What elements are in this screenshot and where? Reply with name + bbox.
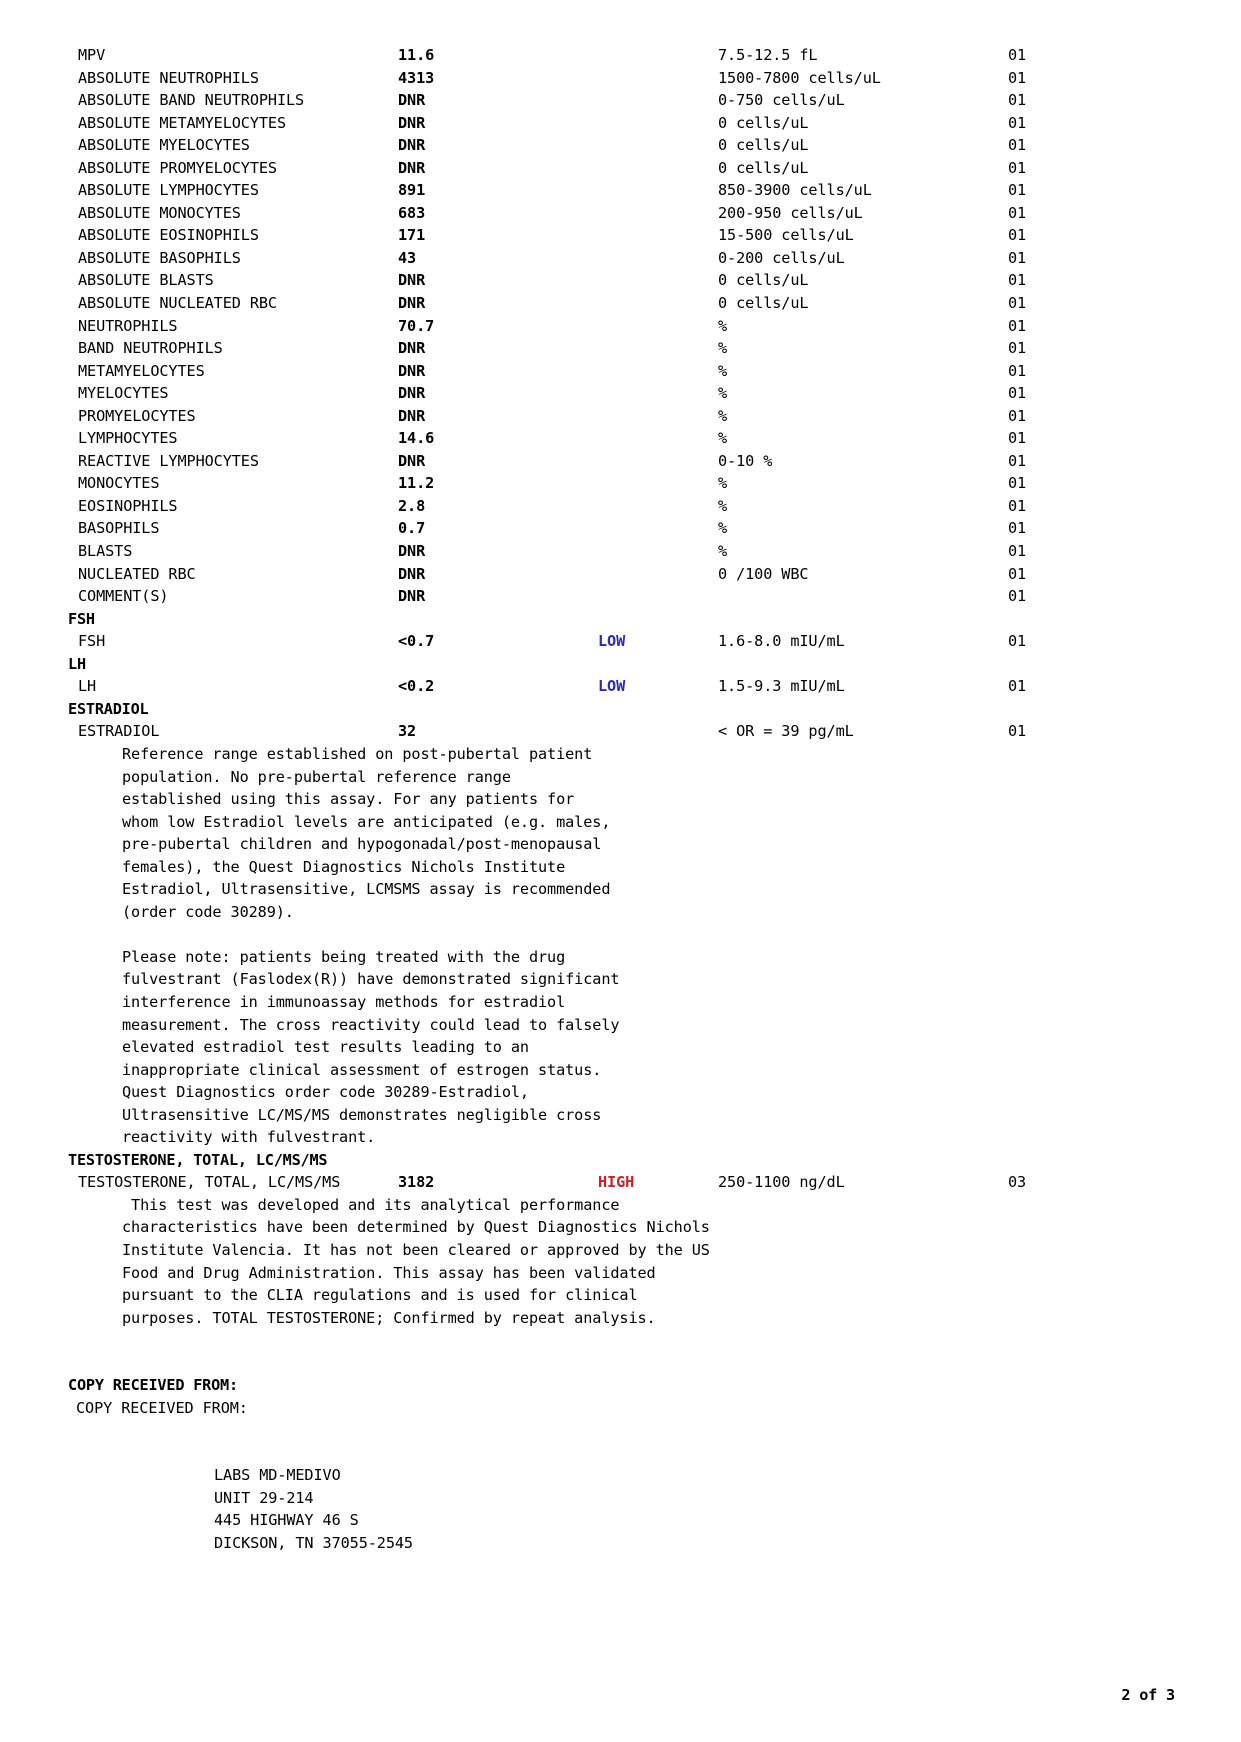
row-value: <0.7 <box>398 632 435 651</box>
table-row <box>68 360 1173 383</box>
row-site-code: 01 <box>1008 136 1027 155</box>
row-reference-range: % <box>718 474 728 493</box>
row-value: DNR <box>398 271 426 290</box>
row-label: BASOPHILS <box>78 519 160 538</box>
footer-spacer <box>68 1329 1173 1374</box>
row-reference-range: 0-750 cells/uL <box>718 91 845 110</box>
row-value: DNR <box>398 384 426 403</box>
row-site-code: 01 <box>1008 294 1027 313</box>
row-reference-range: 250-1100 ng/dL <box>718 1173 845 1192</box>
section-header-estradiol: ESTRADIOL <box>68 699 149 718</box>
row-label: BLASTS <box>78 542 133 561</box>
row-label: ABSOLUTE EOSINOPHILS <box>78 226 259 245</box>
note-line: inappropriate clinical assessment of estrogen status. <box>122 1060 602 1079</box>
row-reference-range: 850-3900 cells/uL <box>718 181 872 200</box>
note-line: measurement. The cross reactivity could lead to falsely <box>122 1015 620 1034</box>
row-value: DNR <box>398 158 426 177</box>
row-value: 891 <box>398 181 426 200</box>
row-site-code: 01 <box>1008 384 1027 403</box>
row-label: TESTOSTERONE, TOTAL, LC/MS/MS <box>78 1173 341 1192</box>
table-row <box>68 157 1173 180</box>
section-header-testosterone: TESTOSTERONE, TOTAL, LC/MS/MS <box>68 1150 328 1169</box>
row-site-code: 01 <box>1008 632 1027 651</box>
row-site-code: 01 <box>1008 316 1027 335</box>
row-reference-range: % <box>718 496 728 515</box>
row-label: MYELOCYTES <box>78 384 169 403</box>
row-reference-range: % <box>718 429 728 448</box>
row-value: DNR <box>398 542 426 561</box>
row-reference-range: 7.5-12.5 fL <box>718 46 818 64</box>
note-line: Quest Diagnostics order code 30289-Estradiol, <box>122 1083 529 1102</box>
table-row <box>68 202 1173 225</box>
table-row <box>68 427 1173 450</box>
note-line: population. No pre-pubertal reference range <box>122 767 511 786</box>
row-site-code: 01 <box>1008 361 1027 380</box>
row-site-code: 01 <box>1008 203 1027 222</box>
note-line: pre-pubertal children and hypogonadal/post-menopausal <box>122 835 602 854</box>
table-row <box>68 585 1173 608</box>
row-value: DNR <box>398 587 426 606</box>
table-row <box>68 472 1173 495</box>
note-line: (order code 30289). <box>122 902 294 921</box>
row-label: ABSOLUTE BLASTS <box>78 271 214 290</box>
address-line: DICKSON, TN 37055-2545 <box>214 1534 413 1552</box>
section-header-lh: LH <box>68 654 86 673</box>
table-row <box>68 405 1173 428</box>
row-site-code: 01 <box>1008 91 1027 110</box>
status-badge-low: LOW <box>598 632 626 651</box>
row-label: NUCLEATED RBC <box>78 564 196 583</box>
note-line: Reference range established on post-pubertal patient <box>122 744 593 763</box>
row-site-code: 01 <box>1008 339 1027 358</box>
address-spacer <box>68 1419 1173 1442</box>
row-reference-range: 1.5-9.3 mIU/mL <box>718 677 845 696</box>
row-reference-range: % <box>718 384 728 403</box>
table-row <box>68 450 1173 473</box>
row-label: BAND NEUTROPHILS <box>78 339 223 358</box>
row-site-code: 01 <box>1008 451 1027 470</box>
row-reference-range: % <box>718 339 728 358</box>
row-site-code: 01 <box>1008 542 1027 561</box>
row-value: DNR <box>398 451 426 470</box>
table-row <box>68 112 1173 135</box>
row-site-code: 01 <box>1008 474 1027 493</box>
row-value: 683 <box>398 203 426 222</box>
row-reference-range: % <box>718 316 728 335</box>
note-line: Estradiol, Ultrasensitive, LCMSMS assay is recommended <box>122 880 611 899</box>
row-value: 11.2 <box>398 474 435 493</box>
row-site-code: 01 <box>1008 519 1027 538</box>
note-line: Institute Valencia. It has not been cleared or approved by the US <box>122 1240 710 1259</box>
row-label: MONOCYTES <box>78 474 160 493</box>
row-value: 43 <box>398 248 417 267</box>
row-value: 0.7 <box>398 519 426 538</box>
report-body <box>68 44 1173 1555</box>
row-label: METAMYELOCYTES <box>78 361 205 380</box>
row-site-code: 01 <box>1008 271 1027 290</box>
row-site-code: 01 <box>1008 113 1027 132</box>
status-badge-high: HIGH <box>598 1173 635 1192</box>
note-line: Ultrasensitive LC/MS/MS demonstrates negligible cross <box>122 1105 602 1124</box>
copy-received-address <box>68 1464 1173 1554</box>
testosterone-note <box>68 1194 1173 1329</box>
row-label: ABSOLUTE PROMYELOCYTES <box>78 158 277 177</box>
row-value: DNR <box>398 113 426 132</box>
table-row <box>68 224 1173 247</box>
row-value: <0.2 <box>398 677 435 696</box>
row-reference-range: % <box>718 406 728 425</box>
table-row <box>68 563 1173 586</box>
row-value: 14.6 <box>398 429 435 448</box>
table-row <box>68 292 1173 315</box>
row-value: 4313 <box>398 68 435 87</box>
row-label: MPV <box>78 46 106 64</box>
row-site-code: 01 <box>1008 68 1027 87</box>
row-reference-range: 0 cells/uL <box>718 271 809 290</box>
row-reference-range: 0-10 % <box>718 451 773 470</box>
address-line: LABS MD-MEDIVO <box>214 1466 341 1485</box>
row-site-code: 01 <box>1008 564 1027 583</box>
note-line: interference in immunoassay methods for estradiol <box>122 992 566 1011</box>
row-site-code: 01 <box>1008 158 1027 177</box>
row-value: 11.6 <box>398 46 435 64</box>
table-row-estradiol <box>68 720 1173 743</box>
note-line: elevated estradiol test results leading to an <box>122 1038 529 1057</box>
row-reference-range: 0 cells/uL <box>718 158 809 177</box>
row-label: LYMPHOCYTES <box>78 429 178 448</box>
row-reference-range: % <box>718 361 728 380</box>
row-label: ABSOLUTE MYELOCYTES <box>78 136 250 155</box>
row-value: DNR <box>398 339 426 358</box>
row-value: 2.8 <box>398 496 426 515</box>
note-line: characteristics have been determined by Quest Diagnostics Nichols <box>122 1218 710 1237</box>
table-row-lh <box>68 675 1173 698</box>
copy-received-heading: COPY RECEIVED FROM: <box>68 1376 238 1395</box>
row-value: 171 <box>398 226 426 245</box>
row-value: DNR <box>398 294 426 313</box>
row-reference-range: 200-950 cells/uL <box>718 203 863 222</box>
row-site-code: 01 <box>1008 226 1027 245</box>
row-reference-range: 0 cells/uL <box>718 113 809 132</box>
row-site-code: 01 <box>1008 248 1027 267</box>
row-reference-range: 1.6-8.0 mIU/mL <box>718 632 845 651</box>
row-site-code: 01 <box>1008 677 1027 696</box>
row-reference-range: % <box>718 542 728 561</box>
row-reference-range: 15-500 cells/uL <box>718 226 854 245</box>
cbc-results-table <box>68 44 1173 608</box>
note-line: whom low Estradiol levels are anticipated (e.g. males, <box>122 812 611 831</box>
row-reference-range: 1500-7800 cells/uL <box>718 68 881 87</box>
table-row <box>68 315 1173 338</box>
row-value: DNR <box>398 564 426 583</box>
table-row-fsh <box>68 630 1173 653</box>
row-site-code: 01 <box>1008 496 1027 515</box>
status-badge-low: LOW <box>598 677 626 696</box>
estradiol-note <box>68 743 1173 1149</box>
note-line: fulvestrant (Faslodex(R)) have demonstrated significant <box>122 970 620 989</box>
table-row <box>68 382 1173 405</box>
note-line: Please note: patients being treated with the drug <box>122 947 566 966</box>
row-value: 70.7 <box>398 316 435 335</box>
row-value: 3182 <box>398 1173 435 1192</box>
table-row <box>68 179 1173 202</box>
address-line: UNIT 29-214 <box>214 1488 314 1507</box>
row-label: PROMYELOCYTES <box>78 406 196 425</box>
row-label: ABSOLUTE LYMPHOCYTES <box>78 181 259 200</box>
page-number: 2 of 3 <box>1121 1686 1175 1704</box>
section-header-fsh: FSH <box>68 609 95 628</box>
row-reference-range: 0 /100 WBC <box>718 564 809 583</box>
row-site-code: 01 <box>1008 587 1027 606</box>
row-label: ABSOLUTE NEUTROPHILS <box>78 68 259 87</box>
row-label: ABSOLUTE METAMYELOCYTES <box>78 113 287 132</box>
table-row <box>68 495 1173 518</box>
table-row <box>68 337 1173 360</box>
row-label: ABSOLUTE MONOCYTES <box>78 203 241 222</box>
note-blank-line <box>122 923 1173 946</box>
note-line: reactivity with fulvestrant. <box>122 1128 376 1147</box>
row-label: COMMENT(S) <box>78 587 169 606</box>
note-line: Food and Drug Administration. This assay has been validated <box>122 1263 656 1282</box>
row-label: ABSOLUTE BASOPHILS <box>78 248 241 267</box>
table-row <box>68 134 1173 157</box>
row-site-code: 01 <box>1008 46 1027 64</box>
table-row <box>68 44 1173 67</box>
row-label: LH <box>78 677 97 696</box>
address-line: 445 HIGHWAY 46 S <box>214 1511 359 1530</box>
table-row <box>68 269 1173 292</box>
row-value: 32 <box>398 722 417 741</box>
note-line: This test was developed and its analytical performance <box>122 1195 620 1214</box>
row-site-code: 01 <box>1008 429 1027 448</box>
note-line: females), the Quest Diagnostics Nichols Institute <box>122 857 566 876</box>
row-site-code: 01 <box>1008 406 1027 425</box>
row-reference-range: 0 cells/uL <box>718 136 809 155</box>
table-row <box>68 89 1173 112</box>
row-value: DNR <box>398 136 426 155</box>
row-label: NEUTROPHILS <box>78 316 178 335</box>
address-spacer-2 <box>68 1442 1173 1465</box>
note-line: purposes. TOTAL TESTOSTERONE; Confirmed by repeat analysis. <box>122 1308 656 1327</box>
row-label: REACTIVE LYMPHOCYTES <box>78 451 259 470</box>
row-label: ESTRADIOL <box>78 722 160 741</box>
row-reference-range: < OR = 39 pg/mL <box>718 722 854 741</box>
row-value: DNR <box>398 361 426 380</box>
note-line: pursuant to the CLIA regulations and is used for clinical <box>122 1286 638 1305</box>
row-label: ABSOLUTE BAND NEUTROPHILS <box>78 91 305 110</box>
row-value: DNR <box>398 406 426 425</box>
row-site-code: 01 <box>1008 722 1027 741</box>
note-line: established using this assay. For any patients for <box>122 790 575 809</box>
row-reference-range: % <box>718 519 728 538</box>
row-value: DNR <box>398 91 426 110</box>
row-reference-range: 0-200 cells/uL <box>718 248 845 267</box>
table-row <box>68 67 1173 90</box>
table-row <box>68 540 1173 563</box>
table-row <box>68 517 1173 540</box>
copy-received-subheading: COPY RECEIVED FROM: <box>76 1398 248 1417</box>
row-label: EOSINOPHILS <box>78 496 178 515</box>
row-site-code: 03 <box>1008 1173 1027 1192</box>
row-site-code: 01 <box>1008 181 1027 200</box>
row-label: FSH <box>78 632 106 651</box>
table-row <box>68 247 1173 270</box>
row-reference-range: 0 cells/uL <box>718 294 809 313</box>
table-row-testosterone <box>68 1171 1173 1194</box>
row-label: ABSOLUTE NUCLEATED RBC <box>78 294 277 313</box>
